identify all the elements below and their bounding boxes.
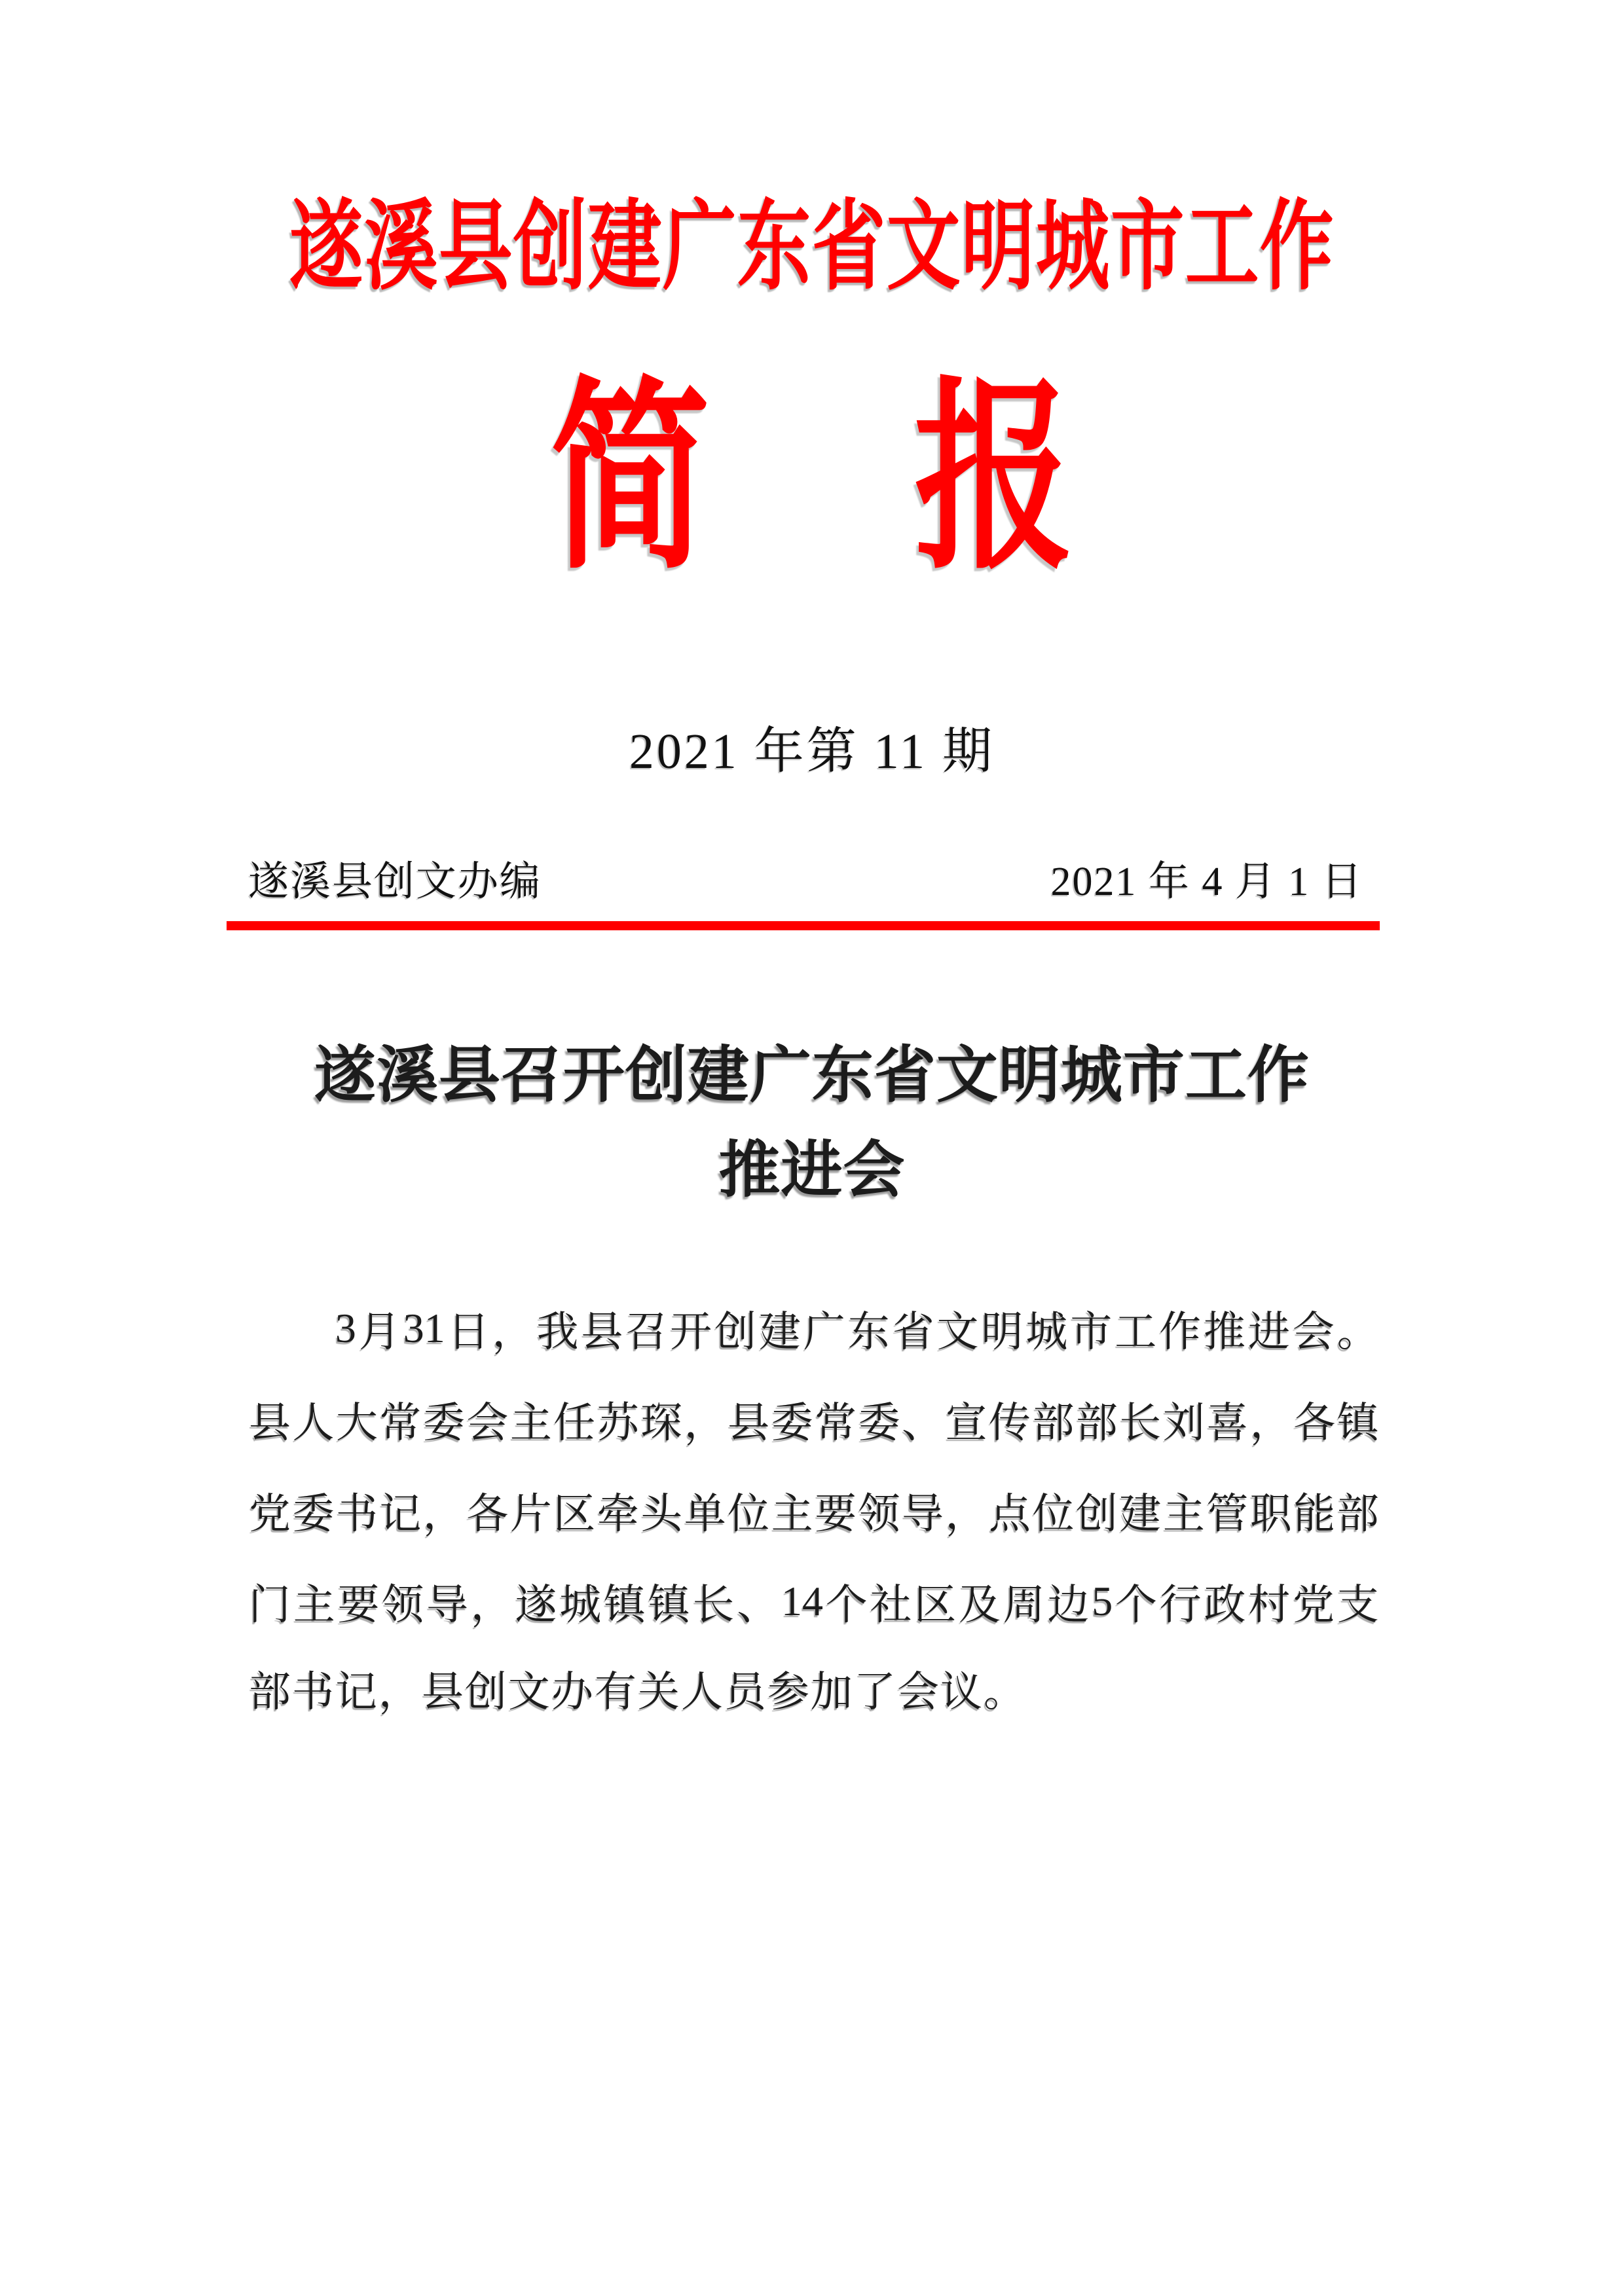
body-line: 门 主 要 领 导 ， 遂 城 镇 镇 长 、 14 个 社 区 及 周 边 5 个 行 政 村 党 支 [249, 1577, 1379, 1628]
masthead-title-text: 遂溪县创建广东省文明城市工作 [289, 193, 1335, 302]
date-label: 2021 年 4 月 1 日 [1050, 860, 1363, 904]
masthead-title [0, 193, 1624, 302]
issue-line: 2021 年第 11 期 [629, 724, 995, 779]
body-line: 县 人 大 常 委 会 主 任 苏 琛 ， 县 委 常 委 、 宣 传 部 部 长 刘 喜 ， 各 镇 [249, 1399, 1379, 1446]
article-title-line2: 推进会 [718, 1137, 906, 1205]
body-line: 党 委 书 记 ， 各 片 区 牵 头 单 位 主 要 领 导 ， 点 位 创 建 主 管 职 能 部 [249, 1490, 1379, 1537]
editor-row [248, 862, 1363, 902]
article-body [249, 1283, 1379, 1738]
masthead-char-jian: 简 [550, 367, 710, 593]
divider-rule [227, 921, 1380, 930]
masthead-char-bao: 报 [914, 367, 1074, 593]
masthead-name [0, 367, 1624, 593]
editor-label: 遂溪县创文办编 [248, 860, 542, 904]
masthead-name-text [550, 367, 1074, 593]
body-line: 部书记，县创文办有关人员参加了会议。 [249, 1669, 1027, 1715]
article-title-line1: 遂溪县召开创建广东省文明城市工作 [314, 1042, 1310, 1110]
article-title [0, 1029, 1624, 1218]
body-line: 3 月 31 日 ， 我 县 召 开 创 建 广 东 省 文 明 城 市 工 作 推 进 会 。 [335, 1304, 1379, 1355]
